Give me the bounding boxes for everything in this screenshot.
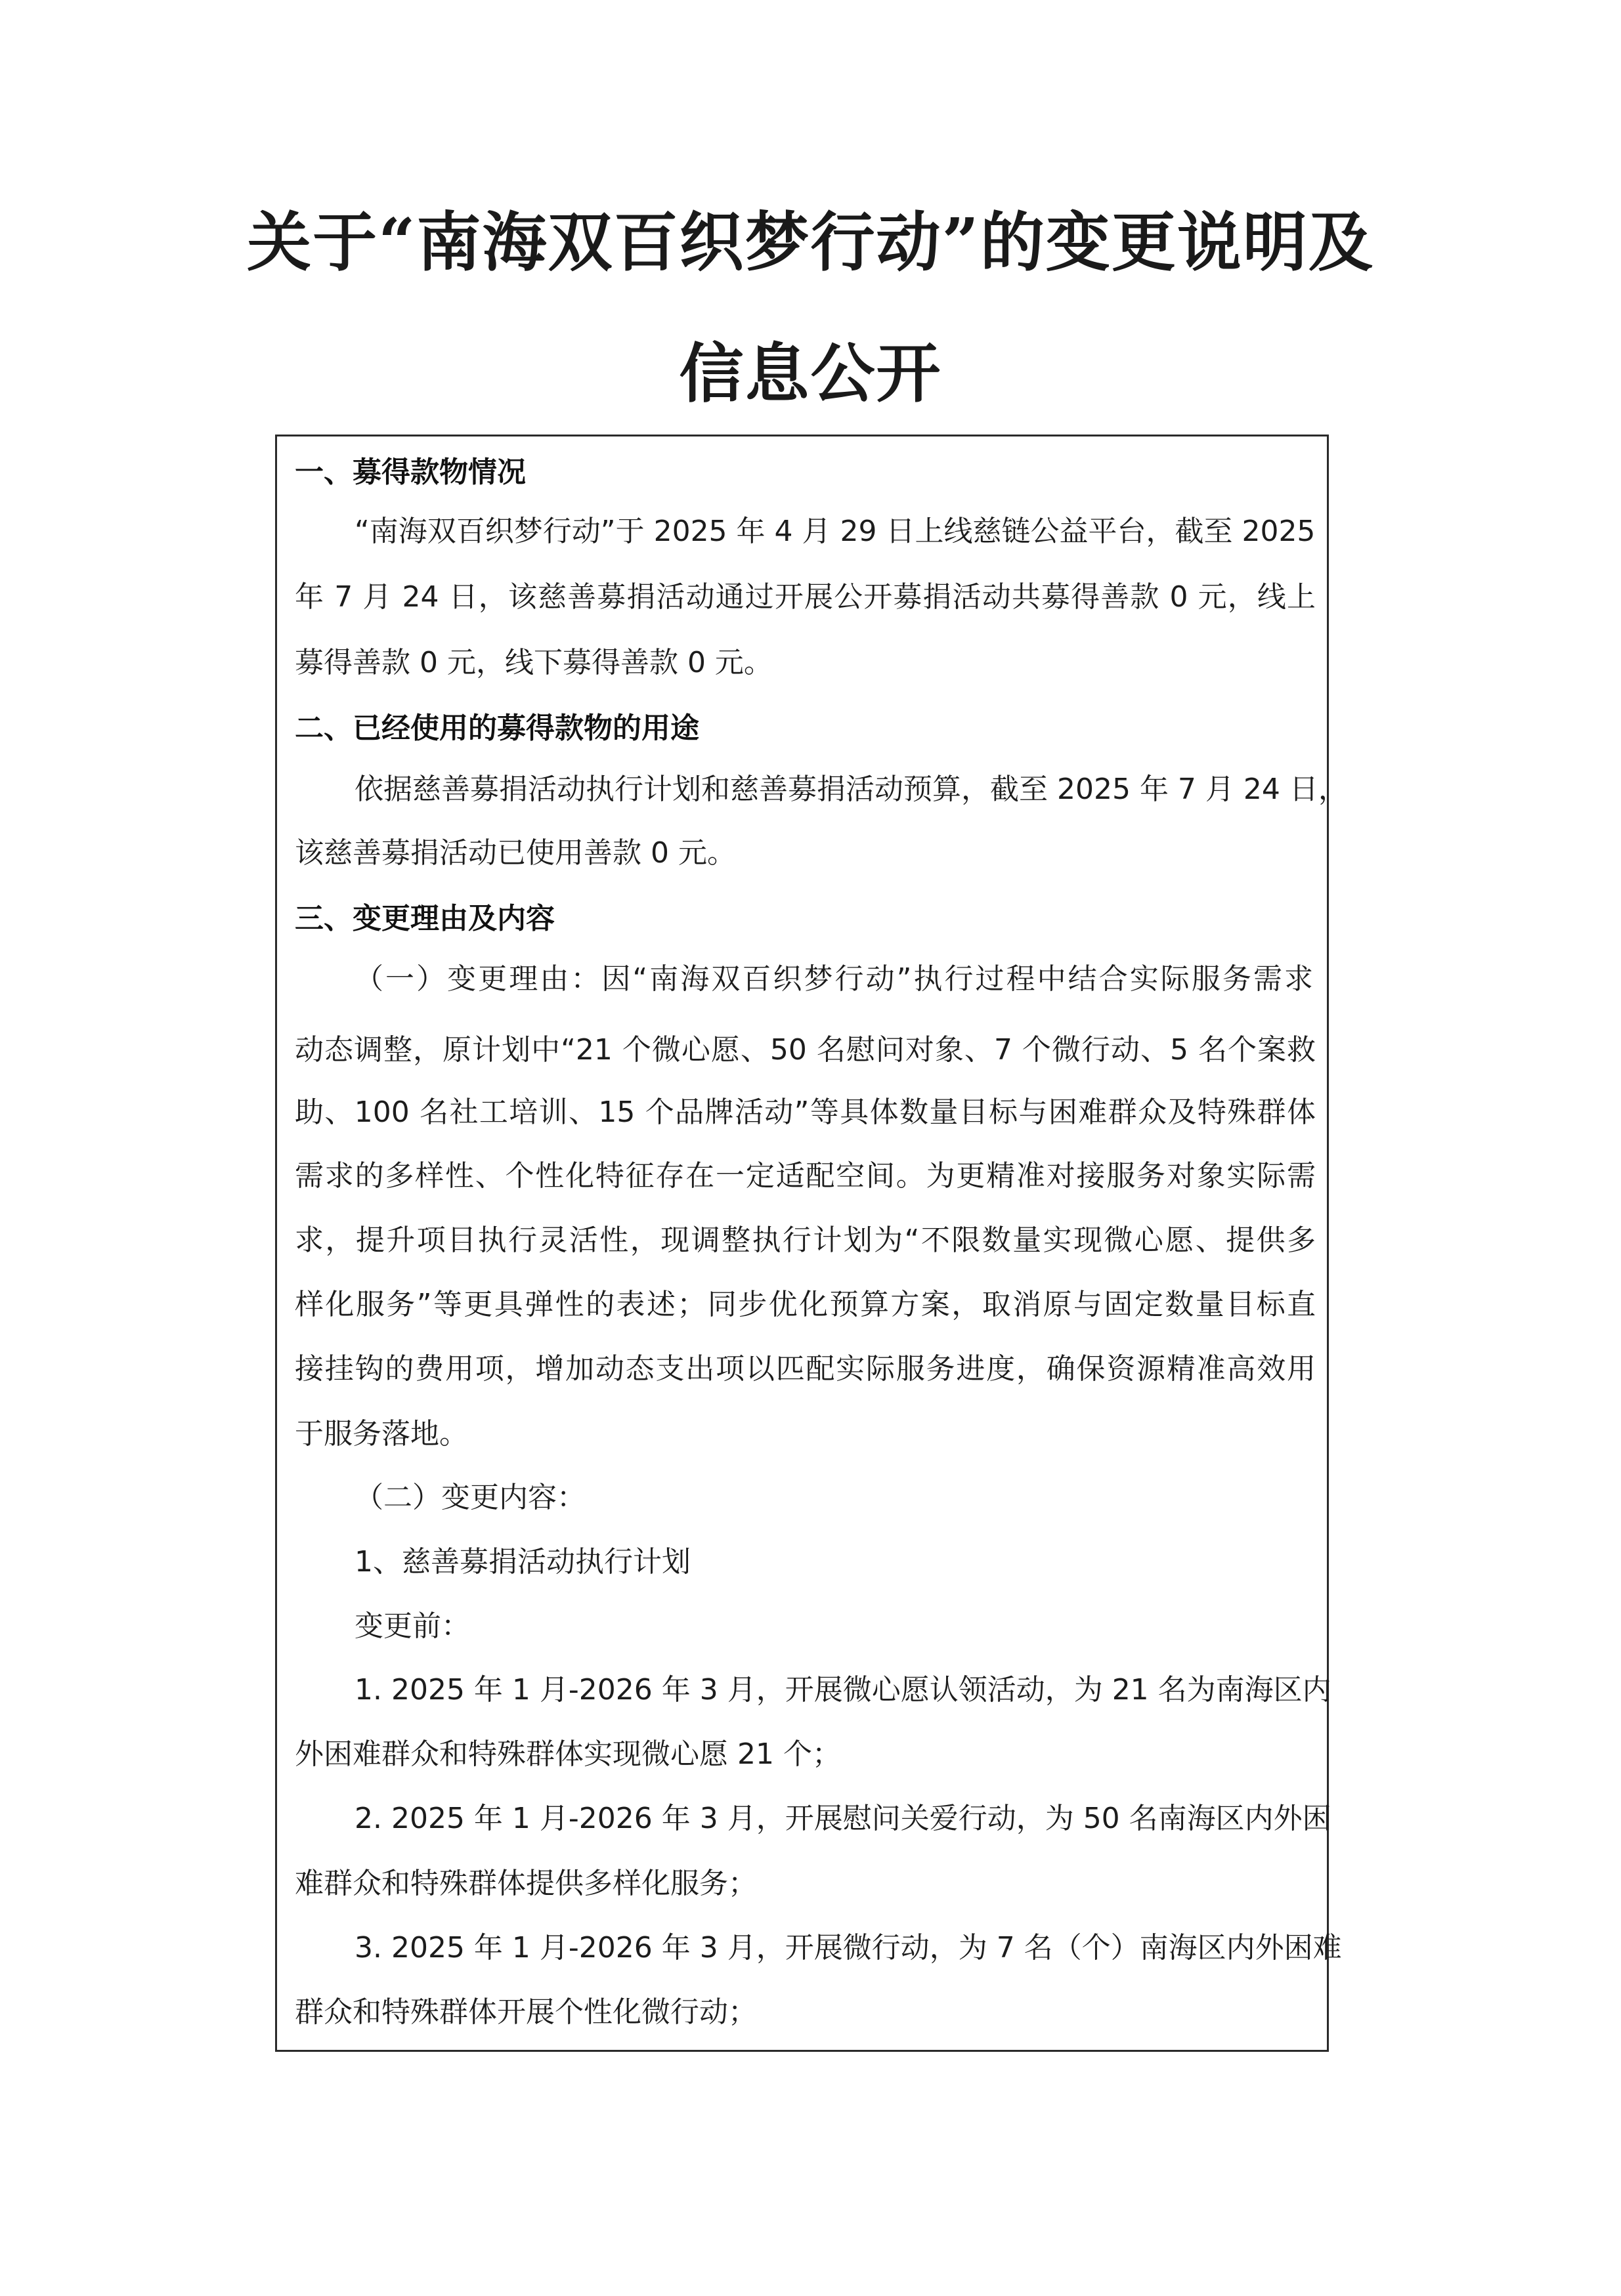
paragraph-line: 需求的多样性、个性化特征存在一定适配空间。为更精准对接服务对象实际需 [295,1159,1316,1193]
section-heading-change-reason: 三、变更理由及内容 [295,902,555,935]
section-heading-funds-raised: 一、募得款物情况 [295,456,526,489]
paragraph-line: 于服务落地。 [295,1417,468,1451]
document-title-line-1: 关于“南海双百织梦行动”的变更说明及 [247,205,1374,280]
section-heading-funds-used: 二、已经使用的募得款物的用途 [295,712,699,745]
paragraph-line: 接挂钩的费用项，增加动态支出项以匹配实际服务进度，确保资源精准高效用 [295,1352,1316,1386]
list-item-continuation: 外困难群众和特殊群体实现微心愿 21 个； [295,1737,841,1771]
paragraph-line: 年 7 月 24 日，该慈善募捐活动通过开展公开募捐活动共募得善款 0 元，线上 [295,580,1316,614]
paragraph-line: 样化服务”等更具弹性的表述；同步优化预算方案，取消原与固定数量目标直 [295,1288,1316,1321]
list-item-continuation: 难群众和特殊群体提供多样化服务； [295,1867,757,1900]
paragraph-line: 助、100 名社工培训、15 个品牌活动”等具体数量目标与困难群众及特殊群体 [295,1095,1316,1129]
subheading-change-content: （二）变更内容： [355,1481,586,1514]
paragraph-line: （一）变更理由：因“南海双百织梦行动”执行过程中结合实际服务需求 [355,962,1313,996]
paragraph-line: “南海双百织梦行动”于 2025 年 4 月 29 日上线慈链公益平台，截至 2025 [355,515,1316,548]
paragraph-line: 求，提升项目执行灵活性，现调整执行计划为“不限数量实现微心愿、提供多 [295,1223,1316,1257]
label-before-change: 变更前： [355,1609,470,1643]
list-item: 3. 2025 年 1 月-2026 年 3 月，开展微行动，为 7 名（个）南海区内外困难 [355,1931,1342,1965]
document-title-line-2: 信息公开 [679,336,942,412]
paragraph-line: 该慈善募捐活动已使用善款 0 元。 [295,836,736,870]
list-item: 1. 2025 年 1 月-2026 年 3 月，开展微心愿认领活动，为 21 名为南海区内 [355,1673,1331,1707]
paragraph-line: 依据慈善募捐活动执行计划和慈善募捐活动预算，截至 2025 年 7 月 24 日， [355,773,1347,806]
paragraph-line: 动态调整，原计划中“21 个微心愿、50 名慰问对象、7 个微行动、5 名个案救 [295,1033,1316,1067]
subheading-execution-plan: 1、慈善募捐活动执行计划 [355,1545,691,1579]
paragraph-line: 募得善款 0 元，线下募得善款 0 元。 [295,646,773,679]
list-item: 2. 2025 年 1 月-2026 年 3 月，开展慰问关爱行动，为 50 名南海区内外困 [355,1802,1331,1835]
list-item-continuation: 群众和特殊群体开展个性化微行动； [295,1995,757,2029]
